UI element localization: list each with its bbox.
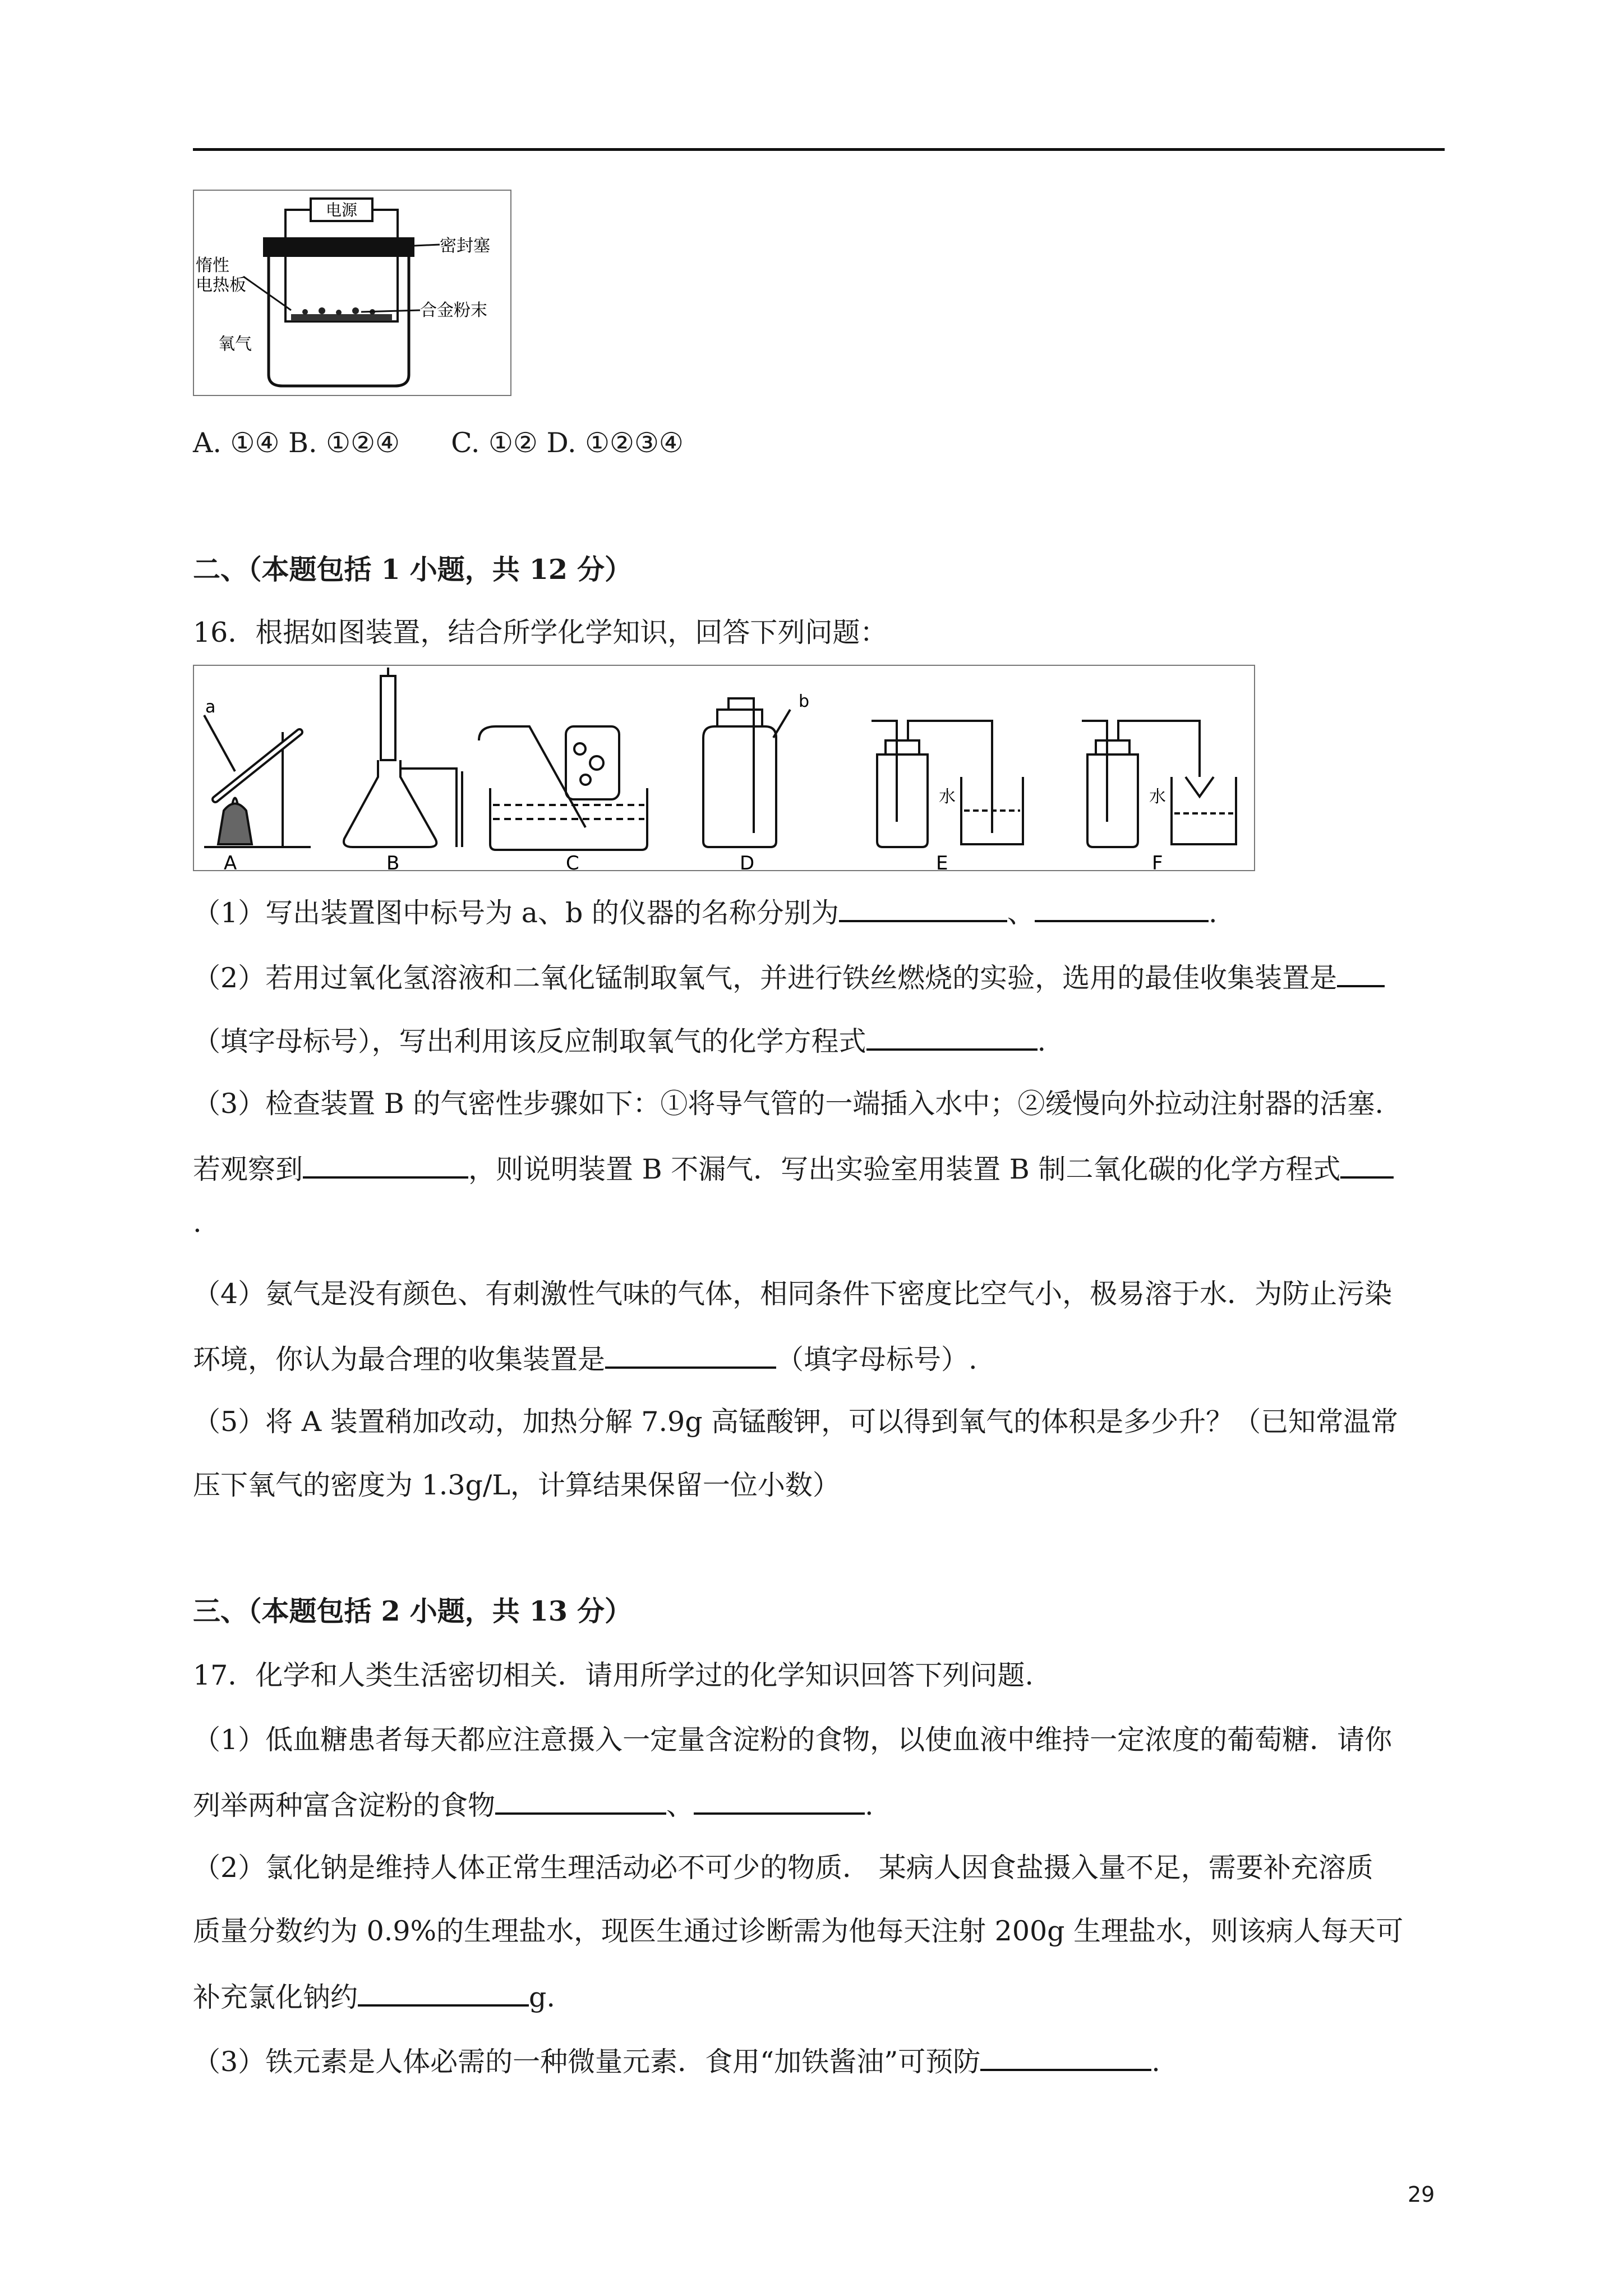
label-d: D bbox=[740, 852, 755, 872]
answer-blank[interactable] bbox=[839, 894, 1007, 922]
apparatus-e bbox=[872, 721, 1023, 847]
plate-label-1: 惰性 bbox=[196, 256, 229, 275]
apparatus-a bbox=[204, 715, 311, 847]
answer-blank[interactable] bbox=[605, 1341, 776, 1369]
q17-part2-line2: 质量分数约为 0.9%的生理盐水，现医生通过诊断需为他每天注射 200g 生理盐水，则该病人每天可 bbox=[193, 1915, 1404, 1947]
oxygen-label: 氧气 bbox=[218, 334, 252, 354]
q16-part2-line2: （填字母标号），写出利用该反应制取氧气的化学方程式 . bbox=[193, 1023, 1046, 1059]
q16-part1: （1）写出装置图中标号为 a、b 的仪器的名称分别为 、 . bbox=[193, 894, 1218, 930]
answer-blank[interactable] bbox=[1035, 894, 1209, 922]
answer-blank[interactable] bbox=[495, 1787, 666, 1815]
tag-a: a bbox=[205, 697, 216, 717]
q17-part2-line3: 补充氯化钠约 g. bbox=[193, 1978, 555, 2014]
q16-part5-line1: （5）将 A 装置稍加改动，加热分解 7.9g 高锰酸钾，可以得到氧气的体积是多少升？（已知常温常 bbox=[193, 1406, 1399, 1438]
answer-blank[interactable] bbox=[866, 1023, 1038, 1051]
plate-label-2: 电热板 bbox=[196, 275, 246, 295]
water-label-e: 水 bbox=[939, 787, 956, 807]
powder-label: 合金粉末 bbox=[420, 301, 487, 320]
q17-stem: 17．化学和人类生活密切相关．请用所学过的化学知识回答下列问题. bbox=[193, 1659, 1034, 1691]
q16-part3-line1: （3）检查装置 B 的气密性步骤如下：①将导气管的一端插入水中；②缓慢向外拉动注射器的活塞. bbox=[193, 1088, 1384, 1120]
q17-part1-line1: （1）低血糖患者每天都应注意摄入一定量含淀粉的食物，以使血液中维持一定浓度的葡萄糖．请你 bbox=[193, 1724, 1393, 1756]
apparatus-f bbox=[1082, 721, 1236, 847]
apparatus-figure bbox=[193, 665, 1256, 872]
label-c: C bbox=[566, 852, 579, 872]
q16-part2-line1: （2）若用过氧化氢溶液和二氧化锰制取氧气，并进行铁丝燃烧的实验，选用的最佳收集装置是 bbox=[193, 959, 1385, 995]
section-2-heading: 二、（本题包括 1 小题，共 12 分） bbox=[193, 553, 633, 586]
apparatus-c bbox=[479, 726, 647, 850]
q16-part5-line2: 压下氧气的密度为 1.3g/L，计算结果保留一位小数） bbox=[193, 1469, 840, 1501]
q16-part4-line1: （4）氨气是没有颜色、有刺激性气味的气体，相同条件下密度比空气小，极易溶于水．为防止污染 bbox=[193, 1278, 1393, 1310]
option-b: B. ①②④ bbox=[288, 427, 400, 459]
option-d: D. ①②③④ bbox=[546, 427, 684, 459]
label-f: F bbox=[1152, 852, 1163, 872]
answer-blank[interactable] bbox=[1340, 1151, 1394, 1179]
answer-blank[interactable] bbox=[1337, 959, 1385, 987]
section-3-heading: 三、（本题包括 2 小题，共 13 分） bbox=[193, 1595, 633, 1627]
answer-blank[interactable] bbox=[303, 1151, 468, 1179]
apparatus-b bbox=[344, 668, 462, 847]
q16-part3-line3: . bbox=[193, 1207, 202, 1239]
header-rule bbox=[193, 148, 1445, 151]
q15-options bbox=[193, 426, 684, 460]
option-a: A. ①④ bbox=[193, 427, 280, 459]
q17-part3: （3）铁元素是人体必需的一种微量元素．食用“加铁酱油”可预防 . bbox=[193, 2043, 1160, 2079]
q17-part2-line1: （2）氯化钠是维持人体正常生理活动必不可少的物质． 某病人因食盐摄入量不足，需要补充溶质 bbox=[193, 1852, 1373, 1884]
answer-blank[interactable] bbox=[980, 2043, 1151, 2071]
power-label: 电源 bbox=[325, 201, 358, 219]
label-b: B bbox=[386, 852, 400, 872]
sealed-container-figure bbox=[193, 190, 513, 397]
tag-b: b bbox=[799, 692, 810, 711]
q16-part3-line2: 若观察到 ，则说明装置 B 不漏气．写出实验室用装置 B 制二氧化碳的化学方程式 bbox=[193, 1151, 1394, 1186]
label-a: A bbox=[224, 852, 237, 872]
water-label-f: 水 bbox=[1149, 787, 1166, 807]
answer-blank[interactable] bbox=[358, 1978, 529, 2007]
option-c: C. ①② bbox=[451, 427, 538, 459]
q16-part4-line2: 环境，你认为最合理的收集装置是 （填字母标号）. bbox=[193, 1341, 978, 1377]
apparatus-d bbox=[703, 698, 790, 847]
seal-label: 密封塞 bbox=[440, 236, 490, 256]
label-e: E bbox=[936, 852, 948, 872]
q17-part1-line2: 列举两种富含淀粉的食物 、 . bbox=[193, 1787, 874, 1823]
answer-blank[interactable] bbox=[694, 1787, 865, 1815]
q16-stem: 16．根据如图装置，结合所学化学知识，回答下列问题： bbox=[193, 616, 888, 648]
page-number: 29 bbox=[1408, 2182, 1435, 2207]
